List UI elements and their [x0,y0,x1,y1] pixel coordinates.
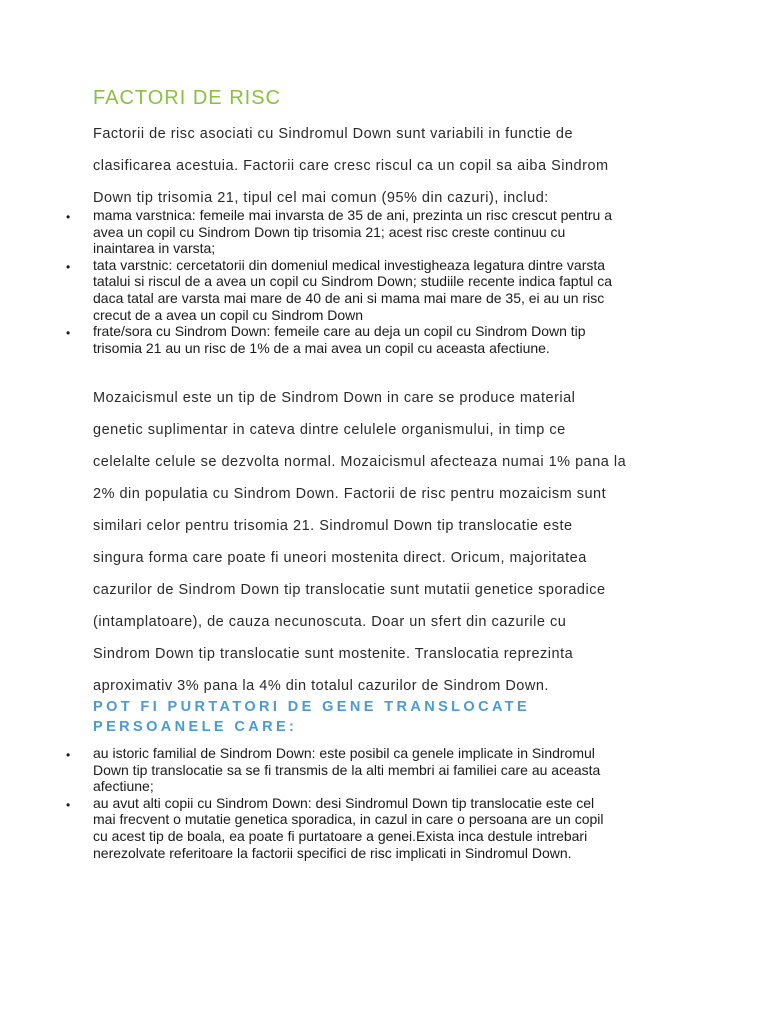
list-item: • mama varstnica: femeile mai invarsta de 35 de ani, prezinta un risc crescut pentru a avea un copil cu Sindrom Down tip trisomia 21; acest risc creste continuu cu inaintarea in varsta; [66,207,613,257]
intro-paragraph [93,124,683,206]
section-subheading: POT FI PURTATORI DE GENE TRANSLOCATE PERSOANELE CARE: [93,699,531,735]
bullet-icon: • [66,259,71,274]
mosaicism-paragraph: Mozaicismul este un tip de Sindrom Down in care se produce material genetic suplimentar in cateva dintre celulele organismului, in timp ce celelalte celule se dezvolta normal. Mozaicismul afecteaza numai 1% pana la 2% din populatia cu Sindrom Down. Factorii de risc pentru mozaicism sunt similari celor pentru trisomia 21. Sindromul Down tip translocatie este singura forma care poate fi uneori mostenita direct. Oricum, majoritatea cazurilor de Sindrom Down tip translocatie sunt mutatii genetice sporadice (intamplatoare), de cauza necunoscuta. Doar un sfert din cazurile cu Sindrom Down tip translocatie sunt mostenite. Translocatia reprezinta aproximativ 3% pana la 4% din totalul cazurilor de Sindrom Down. [93,390,627,694]
bullet-icon: • [66,326,71,341]
intro-line: Factorii de risc asociati cu Sindromul Down sunt variabili in functie de [93,126,574,142]
intro-line: Down tip trisomia 21, tipul cel mai comun (95% din cazuri), includ: [93,190,549,206]
list-item: • frate/sora cu Sindrom Down: femeile care au deja un copil cu Sindrom Down tip trisomia 21 au un risc de 1% de a mai avea un copil cu aceasta afectiune. [66,323,586,356]
risk-factor-list [66,207,686,356]
page-title: FACTORI DE RISC [93,87,281,109]
bullet-icon: • [66,748,71,762]
bullet-icon: • [66,210,71,224]
list-item: • au avut alti copii cu Sindrom Down: desi Sindromul Down tip translocatie este cel mai frecvent o mutatie genetica sporadica, in cazul in care o persoana are un copil cu acest tip de boala, ea poate fi purtatoare a genei.Exista inca destule intrebari nerezolvate referitoare la factorii specifici de risc implicati in Sindromul Down. [66,794,604,861]
list-item: • au istoric familial de Sindrom Down: este posibil ca genele implicate in Sindromul Down tip translocatie sa se fi transmis de la alti membri ai familiei care au aceasta afectiune; [66,745,601,795]
intro-line: clasificarea acestuia. Factorii care cresc riscul ca un copil sa aiba Sindrom [93,158,609,174]
list-item: • tata varstnic: cercetatorii din domeniul medical investigheaza legatura dintre varsta tatalui si riscul de a avea un copil cu Sindrom Down; studiile recente indica faptul ca daca tatal are varsta mai mare de 40 de ani si mama mai mare de 35, ei au un risc crecut de a avea un copil cu Sindrom Down [66,256,613,323]
bullet-icon: • [66,797,71,812]
carrier-list [66,745,686,861]
